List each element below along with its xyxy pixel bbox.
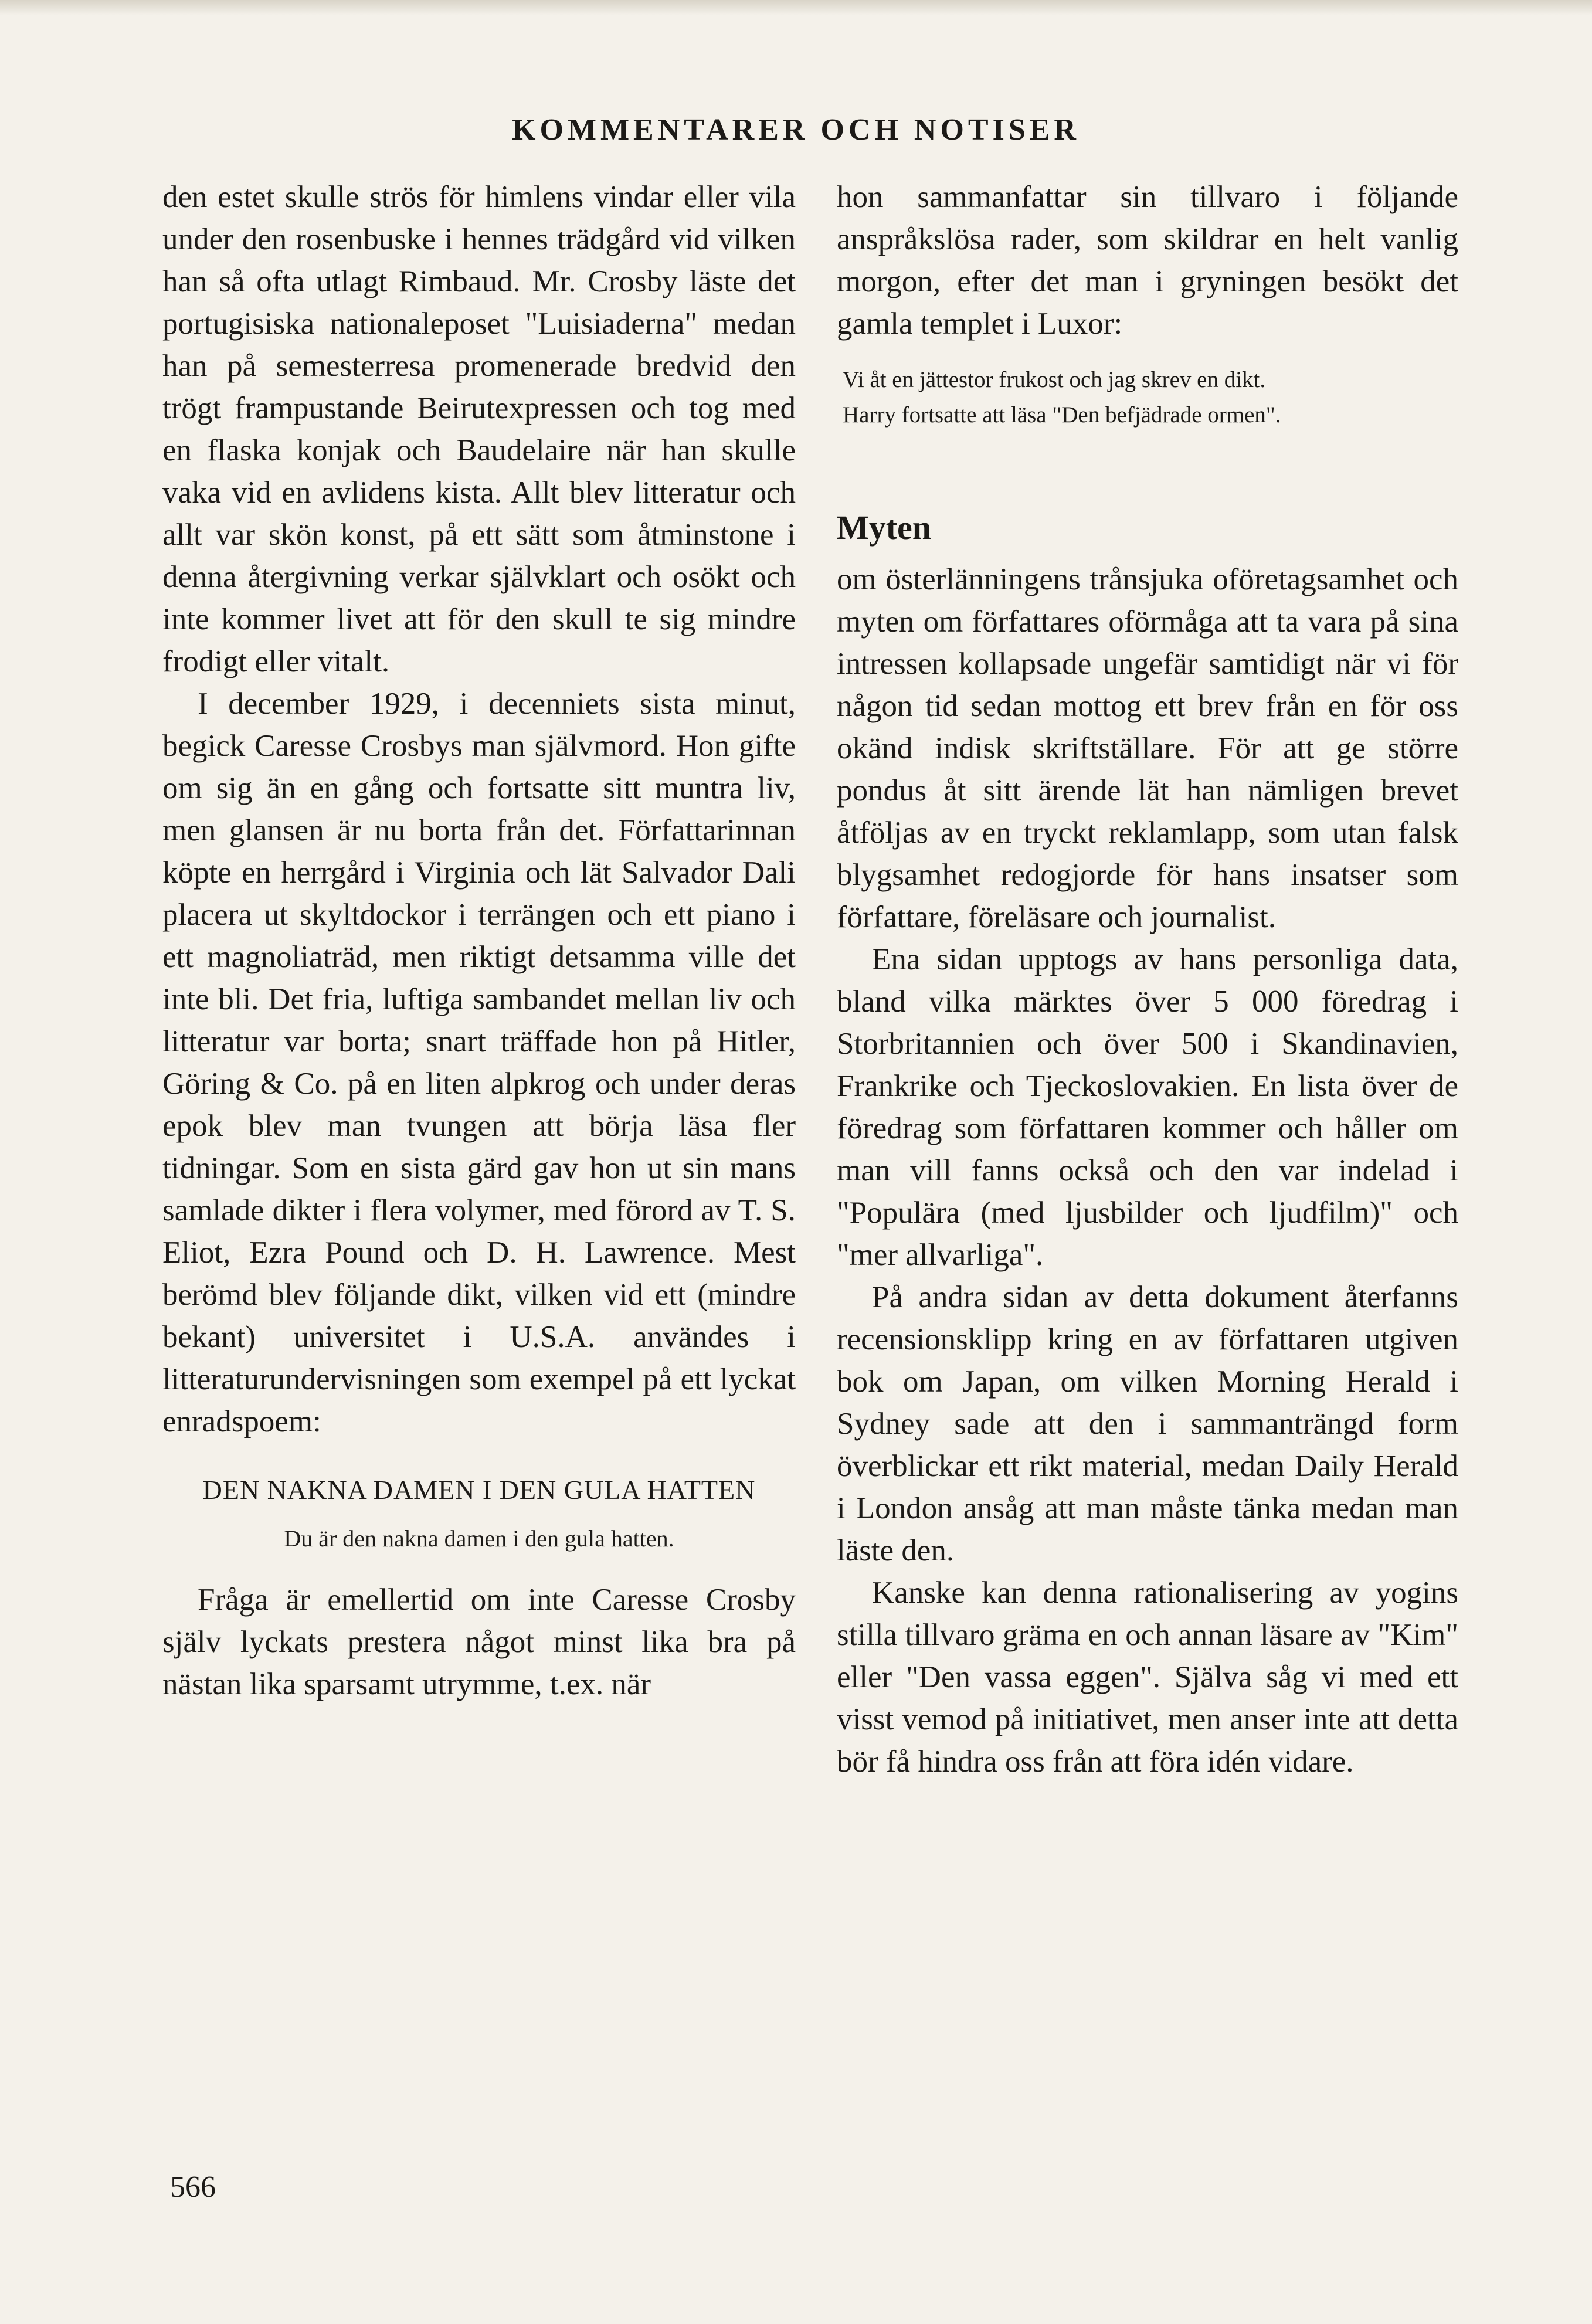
body-paragraph: den estet skulle strös för himlens vindar eller vila under den rosenbuske i hennes trädgård vid vilken han så ofta utlagt Rimbaud. Mr. Crosby läste det portugisiska nationaleposet "Luisiaderna" medan han på semesterresa promenerade bredvid den trögt frampustande Beirutexpressen och tog med en flaska konjak och Baudelaire när han skulle vaka vid en avlidens kista. Allt blev litteratur och allt var skön konst, på ett sätt som åtminstone i denna återgivning verkar självklart och osökt och inte kommer livet att för den skull te sig mindre frodigt eller vitalt.	[162, 180, 796, 678]
section-heading: Myten	[837, 508, 932, 547]
verse-quote	[837, 362, 1458, 433]
left-column	[162, 176, 796, 1705]
body-paragraph: I december 1929, i decenniets sista minut, begick Caresse Crosbys man självmord. Hon gifte om sig än en gång och fortsatte sitt muntra liv, men glansen är nu borta från det. Författarinnan köpte en herrgård i Virginia och lät Salvador Dali placera ut skyltdockor i terrängen och ett piano i ett magnoliaträd, men riktigt detsamma ville det inte bli. Det fria, luftiga sambandet mellan liv och litteratur var borta; snart träffade hon på Hitler, Göring & Co. på en liten alpkrog och under deras epok blev man tvungen att börja läsa fler tidningar. Som en sista gärd gav hon ut sin mans samlade dikter i flera volymer, med förord av T. S. Eliot, Ezra Pound och D. H. Lawrence. Mest berömd blev följande dikt, vilken vid ett (mindre bekant) universitet i U.S.A. användes i litteraturundervisningen som exempel på ett lyckat enradspoem:	[162, 687, 796, 1438]
page-number: 566	[170, 2170, 216, 2204]
verse-line: Vi åt en jättestor frukost och jag skrev en dikt.	[843, 367, 1266, 392]
verse-line: Harry fortsatte att läsa "Den befjädrade ormen".	[843, 402, 1281, 428]
body-paragraph: Fråga är emellertid om inte Caresse Crosby själv lyckats prestera något minst lika bra på nästan lika sparsamt utrymme, t.ex. när	[162, 1583, 796, 1701]
body-paragraph: Kanske kan denna rationalisering av yogins stilla tillvaro gräma en och annan läsare av "Kim" eller "Den vassa eggen". Själva såg vi med ett visst vemod på initiativet, men anser inte att detta bör få hindra oss från att föra idén vidare.	[837, 1576, 1458, 1779]
right-column	[837, 176, 1458, 1783]
body-paragraph: På andra sidan av detta dokument återfanns recensionsklipp kring en av författaren utgiven bok om Japan, om vilken Morning Herald i Sydney sade att den i sammanträngd form överblickar ett rikt material, medan Daily Herald i London ansåg att man måste tänka medan man läste den.	[837, 1280, 1458, 1568]
poem-title: DEN NAKNA DAMEN I DEN GULA HATTEN	[202, 1475, 756, 1505]
poem-line: Du är den nakna damen i den gula hatten.	[284, 1525, 674, 1552]
body-paragraph: om österlänningens trånsjuka oföretagsamhet och myten om författares oförmåga att ta vara på sina intressen kollapsade ungefär samtidigt när vi för någon tid sedan mottog ett brev från en för oss okänd indisk skriftställare. För att ge större pondus åt sitt ärende lät han nämligen brevet åtföljas av en tryckt reklamlapp, som utan falsk blygsamhet redogjorde för hans insatser som författare, föreläsare och journalist.	[837, 562, 1458, 934]
body-paragraph: hon sammanfattar sin tillvaro i följande anspråkslösa rader, som skildrar en helt vanlig morgon, efter det man i gryningen besökt det gamla templet i Luxor:	[837, 180, 1458, 341]
running-head: KOMMENTARER OCH NOTISER	[512, 113, 1080, 147]
body-paragraph: Ena sidan upptogs av hans personliga data, bland vilka märktes över 5 000 föredrag i Storbritannien och över 500 i Skandinavien, Frankrike och Tjeckoslovakien. En lista över de föredrag som författaren kommer och håller om man vill fanns också och den var indelad i "Populära (med ljusbilder och ljudfilm)" och "mer allvarliga".	[837, 942, 1458, 1272]
